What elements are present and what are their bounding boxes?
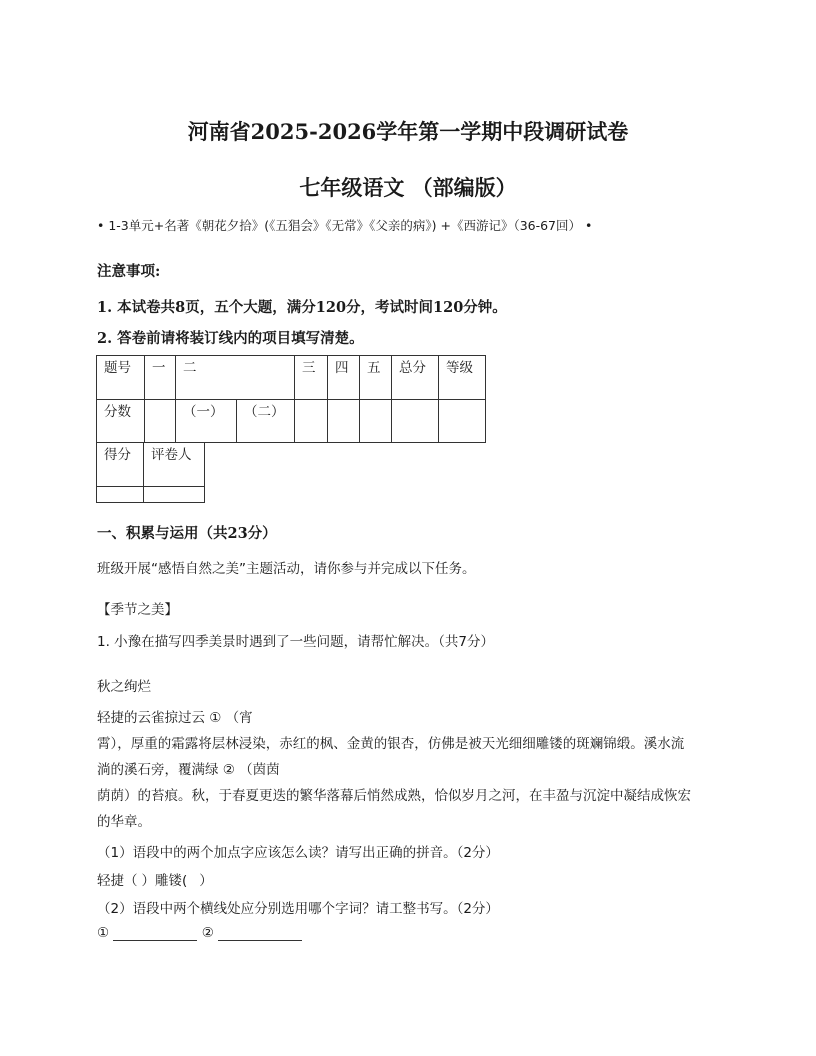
- score-table-cell[interactable]: [360, 400, 392, 443]
- section-intro: 班级开展“感悟自然之美”主题活动，请你参与并完成以下任务。: [97, 561, 476, 577]
- passage-title: 秋之绚烂: [97, 679, 151, 695]
- answer-label-a: 轻捷（: [97, 873, 138, 889]
- passage-line: 轻捷的云雀掠过云 ① （宵: [97, 710, 253, 726]
- answer-label-b: ）雕镂(: [141, 873, 188, 889]
- notice-heading: 注意事项:: [97, 263, 161, 280]
- fill-blank-line: [97, 925, 302, 941]
- grader-table-cell: 评卷人: [144, 443, 205, 487]
- passage-line: 淌的溪石旁，覆满绿 ② （茵茵: [97, 762, 280, 778]
- notice-item-2: 2. 答卷前请将装订线内的项目填写清楚。: [97, 330, 364, 347]
- question-1: 1. 小豫在描写四季美景时遇到了一些问题，请帮忙解决。（共7分）: [97, 634, 495, 650]
- sub-question-2: （2）语段中两个横线处应分别选用哪个字词？请工整书写。（2分）: [97, 901, 499, 917]
- blank-1-field[interactable]: [113, 926, 197, 941]
- exam-subtitle: 七年级语文 （部编版）: [299, 175, 517, 200]
- grader-table-cell[interactable]: [97, 487, 144, 503]
- score-table-cell[interactable]: [439, 400, 486, 443]
- score-table-cell: 三: [295, 356, 328, 400]
- score-table-cell: （二）: [237, 400, 295, 443]
- passage-line: 的华章。: [97, 814, 151, 830]
- score-table-cell: 二: [176, 356, 295, 400]
- score-table-cell: （一）: [176, 400, 237, 443]
- score-table-cell[interactable]: [295, 400, 328, 443]
- score-table-cell: 题号: [97, 356, 145, 400]
- score-table-cell[interactable]: [392, 400, 439, 443]
- sub-answer-line: [97, 869, 213, 889]
- blank-2-label: ②: [201, 925, 214, 941]
- answer-label-c: ）: [199, 873, 213, 889]
- exam-scope: • 1-3单元+名著《朝花夕拾》(《五猖会》《无常》《父亲的病》) +《西游记》（36-67回） •: [97, 218, 593, 233]
- blank-1-label: ①: [97, 925, 110, 941]
- sub-question-1: （1）语段中的两个加点字应该怎么读？请写出正确的拼音。（2分）: [97, 845, 499, 861]
- blank-2-field[interactable]: [218, 926, 302, 941]
- bracket-title: 【季节之美】: [97, 602, 178, 618]
- score-table-cell: 总分: [392, 356, 439, 400]
- score-table-cell: 四: [328, 356, 360, 400]
- score-table-cell[interactable]: [145, 400, 176, 443]
- grader-table: [96, 442, 205, 503]
- exam-title: 河南省2025-2026学年第一学期中段调研试卷: [187, 119, 629, 144]
- score-table-cell[interactable]: [328, 400, 360, 443]
- score-table-cell: 等级: [439, 356, 486, 400]
- passage-line: 霄），厚重的霜露将层林浸染，赤红的枫、金黄的银杏，仿佛是被天光细细雕镂的斑斓锦缎。溪水流: [97, 736, 685, 752]
- section-heading: 一、积累与运用（共23分）: [97, 525, 277, 542]
- passage-line: 荫荫）的苔痕。秋，于春夏更迭的繁华落幕后悄然成熟，恰似岁月之河，在丰盈与沉淀中凝结成恢宏: [97, 788, 691, 804]
- score-table-cell: 分数: [97, 400, 145, 443]
- grader-table-cell[interactable]: [144, 487, 205, 503]
- score-table-cell: 五: [360, 356, 392, 400]
- grader-table-cell: 得分: [97, 443, 144, 487]
- notice-item-1: 1. 本试卷共8页，五个大题，满分120分，考试时间120分钟。: [97, 299, 507, 316]
- score-table-cell: 一: [145, 356, 176, 400]
- score-table: [96, 355, 486, 443]
